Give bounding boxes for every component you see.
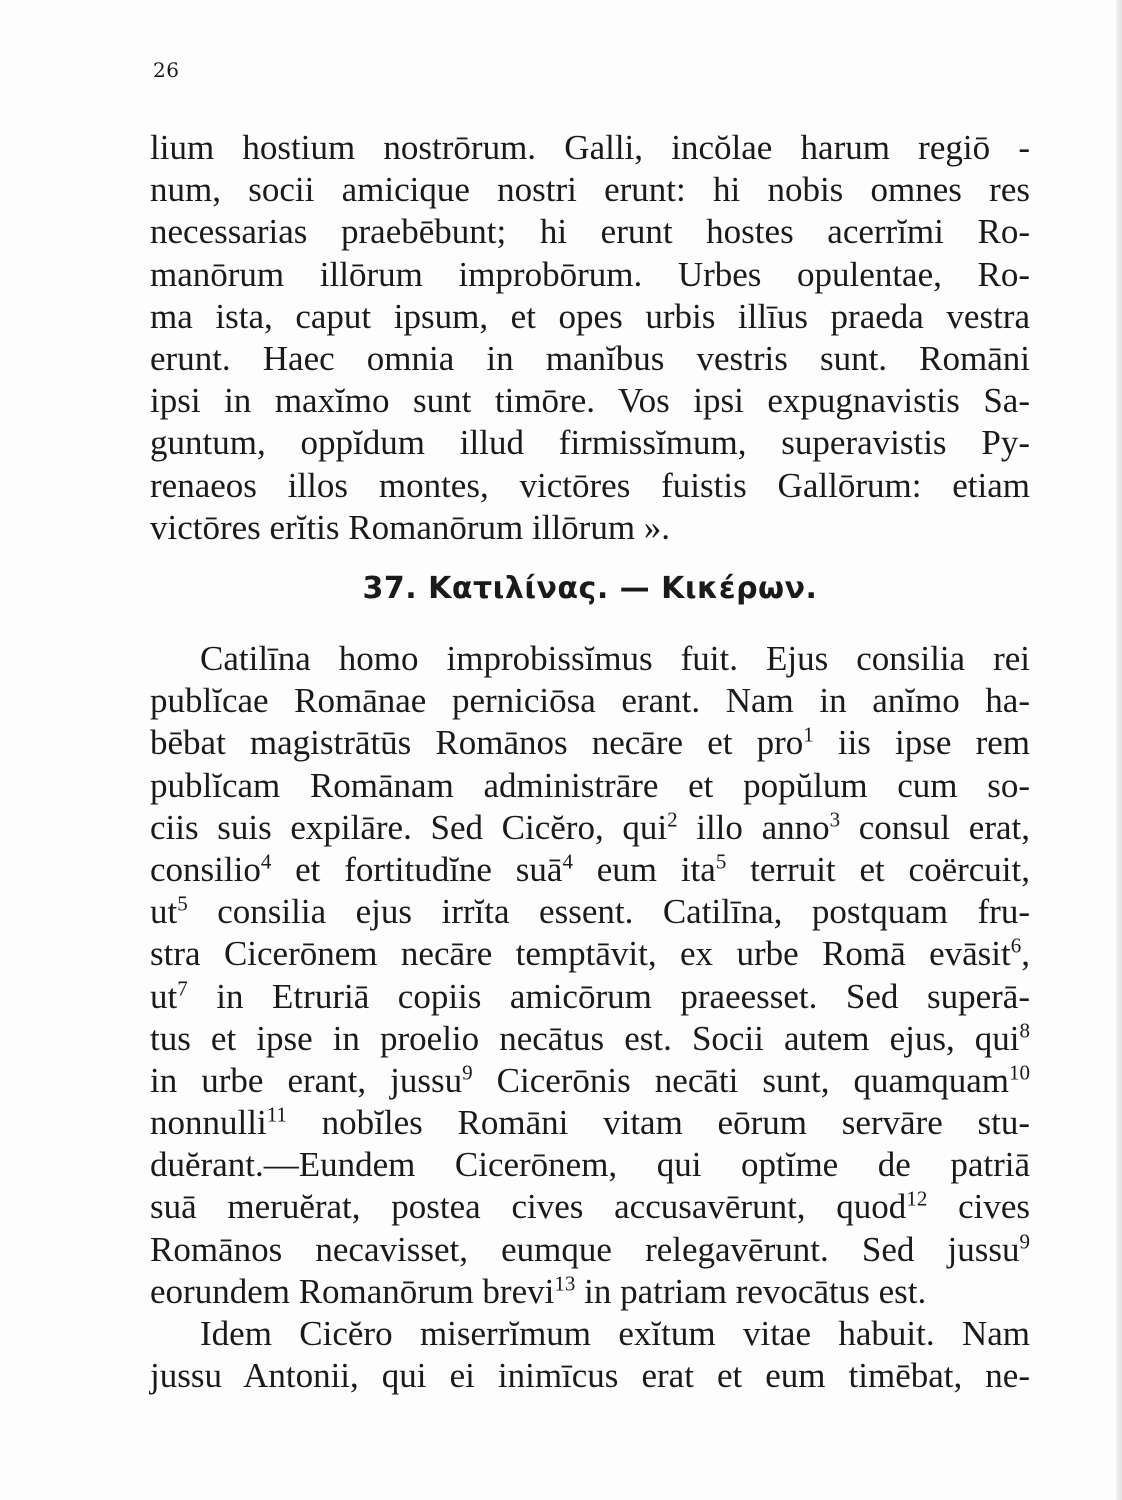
text-segment: in patriam revocātus est.: [575, 1271, 927, 1311]
page-edge-shadow: [1116, 0, 1122, 1500]
section-2-text: [150, 638, 1030, 1397]
footnote-marker: 11: [266, 1102, 287, 1127]
text-line: num, socii amicique nostri erunt: hi nobis omnes res: [150, 170, 1030, 210]
text-line: [150, 765, 1030, 807]
text-line: [150, 933, 1030, 975]
text-line: [150, 849, 1030, 891]
text-segment: in urbe erant, jussu: [150, 1060, 463, 1100]
text-segment: et fortitudĭne suā: [271, 849, 563, 889]
text-segment: Catilīna homo improbissĭmus fuit. Ejus consilia rei: [200, 639, 1030, 678]
text-segment: consilia ejus irrĭta essent. Catilīna, postquam fru-: [187, 892, 1030, 932]
footnote-marker: 5: [715, 849, 727, 874]
footnote-marker: 9: [462, 1060, 473, 1085]
text-segment: ciis suis expilāre. Sed Cicĕro, qui: [150, 807, 668, 847]
text-segment: duĕrant.—Eundem Cicerōnem, qui optĭme de patriā: [150, 1145, 1030, 1185]
text-segment: iis ipse rem: [813, 723, 1030, 763]
text-segment: tus et ipse in proelio necātus est. Socii autem ejus, qui: [150, 1018, 1020, 1058]
text-line: [150, 1355, 1030, 1397]
text-line: [150, 680, 1030, 722]
footnote-marker: 8: [1019, 1018, 1030, 1043]
text-line: erunt. Haec omnia in manĭbus vestris sunt. Romāni: [150, 338, 1030, 378]
text-line: lium hostium nostrōrum. Galli, incŏlae harum regiō -: [150, 128, 1030, 167]
footnote-marker: 4: [260, 849, 272, 874]
footnote-marker: 9: [1019, 1228, 1030, 1253]
text-line: necessarias praebēbunt; hi erunt hostes acerrĭmi Ro-: [150, 212, 1030, 252]
footnote-marker: 3: [829, 807, 841, 832]
text-segment: Romānos necavisset, eumque relegavērunt. Sed jussu: [150, 1229, 1020, 1269]
text-line: [150, 976, 1030, 1018]
text-segment: illo anno: [677, 807, 830, 847]
text-line: [150, 1271, 1030, 1313]
text-segment: jussu Antonii, qui ei inimīcus erat et eum timēbat, ne-: [150, 1356, 1030, 1396]
text-line: ipsi in maxĭmo sunt timōre. Vos ipsi expugnavistis Sa-: [150, 381, 1030, 421]
text-line: [150, 722, 1030, 764]
text-segment: ut: [150, 976, 178, 1016]
footnote-marker: 1: [803, 722, 814, 747]
text-segment: cives: [927, 1187, 1030, 1227]
text-segment: stra Cicerōnem necāre temptāvit, ex urbe Romā evāsit: [150, 934, 1011, 974]
text-line: [150, 1186, 1030, 1228]
footnote-marker: 2: [667, 807, 678, 832]
text-segment: Idem Cicĕro miserrĭmum exĭtum vitae habuit. Nam: [200, 1314, 1030, 1353]
footnote-marker: 5: [177, 891, 188, 916]
text-segment: publĭcae Romānae perniciōsa erant. Nam in anĭmo ha-: [150, 681, 1030, 721]
text-segment: publĭcam Romānam administrāre et popŭlum cum so-: [150, 765, 1030, 805]
text-line: [150, 807, 1030, 849]
text-line: [150, 1102, 1030, 1144]
text-segment: consul erat,: [840, 807, 1030, 847]
text-segment: consilio: [150, 849, 261, 889]
text-line: [150, 1018, 1030, 1060]
text-segment: nobĭles Romāni vitam eōrum servāre stu-: [286, 1103, 1030, 1143]
footnote-marker: 7: [177, 975, 188, 1000]
text-line: [150, 1060, 1030, 1102]
text-line: ma ista, caput ipsum, et opes urbis illīus praeda vestra: [150, 296, 1030, 336]
footnote-marker: 6: [1010, 933, 1022, 958]
page-number: 26: [153, 58, 180, 82]
chapter-heading: 37. Κατιλίνας. — Κικέρων.: [362, 571, 818, 606]
text-line: manōrum illōrum improbōrum. Urbes opulentae, Ro-: [150, 254, 1030, 294]
text-segment: suā meruĕrat, postea cives accusavērunt, quod: [150, 1187, 907, 1227]
text-segment: eum ita: [572, 849, 716, 889]
text-line: [150, 891, 1030, 933]
text-segment: bēbat magistrātūs Romānos necāre et pro: [150, 723, 804, 763]
text-line: guntum, oppĭdum illud firmissĭmum, superavistis Py-: [150, 423, 1030, 463]
footnote-marker: 10: [1009, 1060, 1030, 1085]
text-segment: ut: [150, 892, 178, 932]
text-segment: in Etruriā copiis amicōrum praeesset. Sed superā-: [187, 976, 1030, 1016]
text-segment: nonnulli: [150, 1103, 267, 1143]
text-line: [150, 1313, 1030, 1355]
footnote-marker: 4: [562, 849, 573, 874]
section-1-text: [150, 127, 1030, 549]
text-line: [150, 638, 1030, 680]
text-line: victōres erĭtis Romanōrum illōrum ».: [150, 507, 671, 547]
text-segment: Cicerōnis necāti sunt, quamquam: [472, 1060, 1009, 1100]
text-segment: terruit et coërcuit,: [726, 849, 1030, 889]
footnote-marker: 13: [554, 1271, 576, 1296]
text-line: [150, 1144, 1030, 1186]
text-line: [150, 1229, 1030, 1271]
footnote-marker: 12: [906, 1186, 928, 1211]
text-segment: eorundem Romanōrum brevi: [150, 1271, 555, 1311]
text-segment: ,: [1021, 934, 1030, 974]
text-line: renaeos illos montes, victōres fuistis Gallōrum: etiam: [150, 465, 1030, 505]
